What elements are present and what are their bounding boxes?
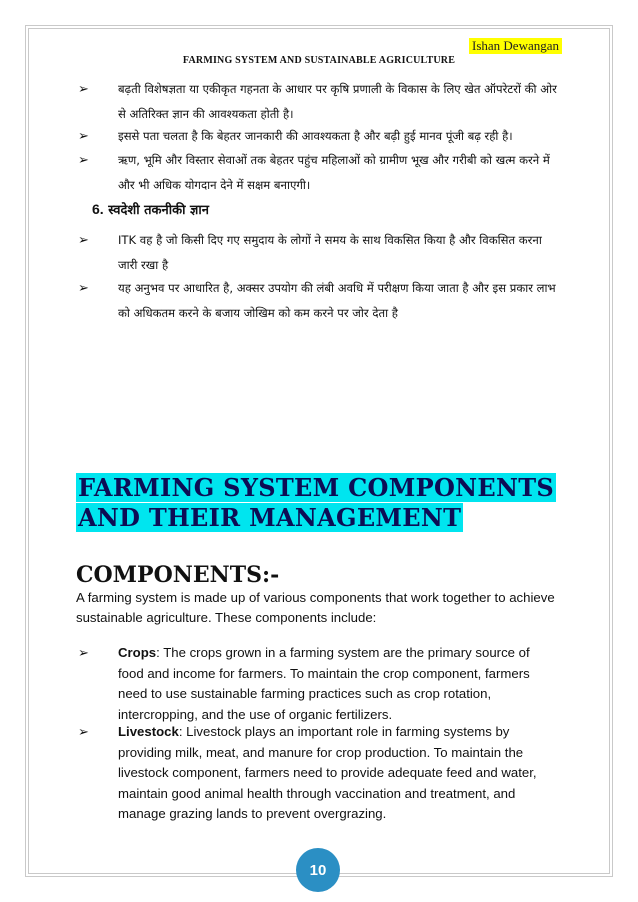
arrow-bullet-icon: ➢ (78, 153, 89, 168)
chapter-title-line2: AND THEIR MANAGEMENT (78, 503, 462, 532)
bullet-body: : The crops grown in a farming system are the primary source of food and income for farmers. To maintain the crop component, farmers need to use sustainable farming practices such as crop rotation, intercropping, and the use of organic fertilizers. (118, 645, 530, 722)
chapter-title-line1: FARMING SYSTEM COMPONENTS (78, 473, 555, 502)
list-item (78, 276, 558, 326)
section-title: स्वदेशी तकनीकी ज्ञान (108, 203, 209, 218)
arrow-bullet-icon: ➢ (78, 82, 89, 97)
arrow-bullet-icon: ➢ (78, 645, 89, 660)
section-number: 6. (92, 201, 104, 217)
bullet-text: बढ़ती विशेषज्ञता या एकीकृत गहनता के आधार पर कृषि प्रणाली के विकास के लिए खेत ऑपरेटरों की ओर से अतिरिक्त ज्ञान की आवश्यकता होती है। (118, 82, 557, 121)
list-item (78, 228, 558, 278)
arrow-bullet-icon: ➢ (78, 724, 89, 739)
list-item (78, 148, 558, 198)
section-heading (92, 200, 209, 218)
bullet-body: : Livestock plays an important role in farming systems by providing milk, meat, and manure for crop production. To maintain the livestock component, farmers need to provide adequate feed and water, maintain good animal health through vaccination and treatment, and manage grazing lands to prevent overgrazing. (118, 724, 537, 821)
bullet-text: ITK वह है जो किसी दिए गए समुदाय के लोगों ने समय के साथ विकसित किया है और विकसित करना जारी रखा है (118, 233, 542, 272)
components-heading: COMPONENTS:- (76, 562, 280, 588)
bullet-text: ऋण, भूमि और विस्तार सेवाओं तक बेहतर पहुंच महिलाओं को ग्रामीण भूख और गरीबी को खत्म करने में और भी अधिक योगदान देने में सक्षम बनाएगी। (118, 153, 550, 192)
components-intro: A farming system is made up of various components that work together to achieve sustainable agriculture. These components include: (76, 590, 555, 625)
bullet-text: यह अनुभव पर आधारित है, अक्सर उपयोग की लंबी अवधि में परीक्षण किया जाता है और इस प्रकार लाभ को अधिकतम करने के बजाय जोखिम को कम करने पर जोर देता है (118, 281, 556, 320)
list-item (78, 643, 558, 725)
bullet-term: Livestock (118, 724, 179, 739)
running-header: FARMING SYSTEM AND SUSTAINABLE AGRICULTURE (182, 55, 456, 66)
bullet-text (118, 643, 558, 725)
bullet-text: इससे पता चलता है कि बेहतर जानकारी की आवश्यकता है और बढ़ी हुई मानव पूंजी बढ़ रही है। (118, 129, 513, 143)
list-item (78, 722, 558, 825)
list-item (78, 124, 558, 149)
list-item (78, 77, 558, 127)
bullet-term: Crops (118, 645, 157, 660)
author-name: Ishan Dewangan (469, 38, 562, 54)
arrow-bullet-icon: ➢ (78, 281, 89, 296)
bullet-text (118, 722, 558, 825)
page-number: 10 (296, 848, 340, 892)
arrow-bullet-icon: ➢ (78, 129, 89, 144)
arrow-bullet-icon: ➢ (78, 233, 89, 248)
